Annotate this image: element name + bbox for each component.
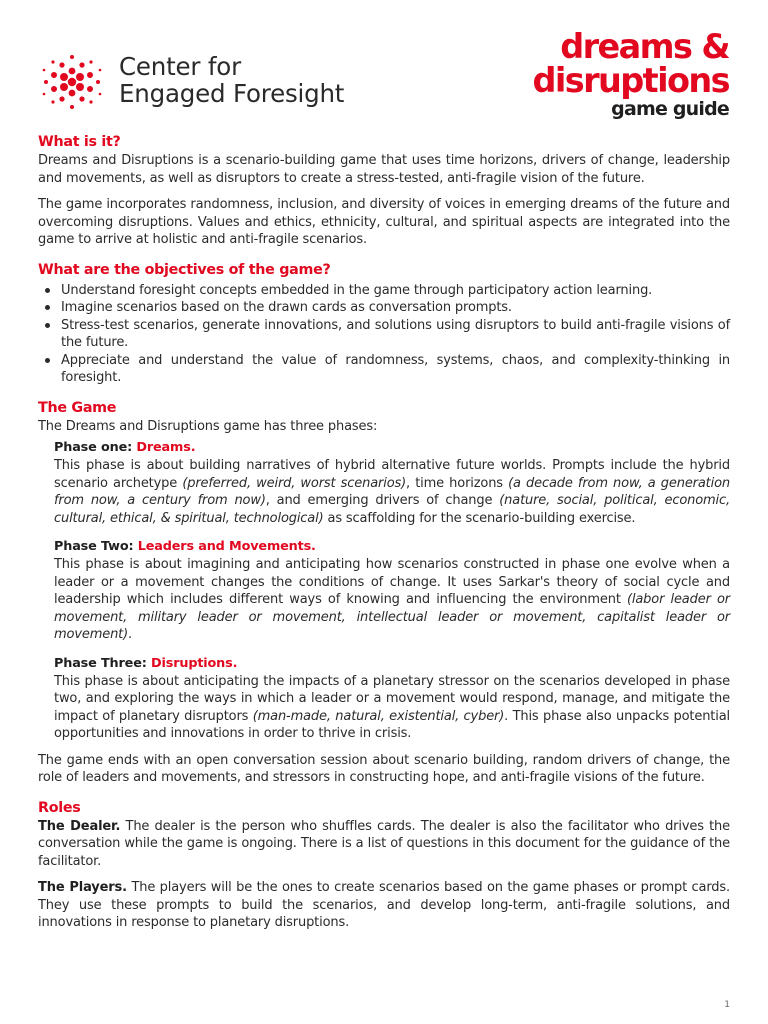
phase-three-label: Phase Three: <box>54 655 152 671</box>
phase-two-text-2: . <box>128 627 133 642</box>
phase-two-title <box>54 538 730 556</box>
organization-name <box>119 53 344 107</box>
phase-three-text-1: This phase is about anticipating the impacts of a planetary stressor on the scenarios developed in phase two, and exploring the ways in which a leader or a movement would respond, manage, and mitigate the impact of planetary disruptors <box>54 673 730 724</box>
dealer-term: The Dealer. <box>38 818 121 834</box>
list-item <box>38 352 730 387</box>
the-game-heading: The Game <box>38 399 117 416</box>
what-is-it-heading: What is it? <box>38 134 121 150</box>
phase-one-time-horizons: (a decade from now, a generation from now, a century from now) <box>54 475 730 508</box>
brand-title-line2: disruptions <box>532 61 729 100</box>
phase-three <box>54 655 730 743</box>
phase-three-name: Disruptions. <box>151 655 238 671</box>
org-name-line2: Engaged Foresight <box>119 79 345 108</box>
phase-one-text-1: This phase is about building narratives of hybrid alternative future worlds. Prompts include the hybrid scenario archetype <box>54 458 730 491</box>
phase-three-title <box>54 655 730 673</box>
list-item <box>38 282 730 300</box>
phase-two-text-1: This phase is about imagining and anticipating how scenarios constructed in phase one evolve when a leader or a movement changes the conditions of change. It uses Sarkar's theory of social cycle and leadership which includes different ways of knowing and influencing the environment <box>54 557 730 607</box>
phase-one-title <box>54 439 730 457</box>
list-item <box>38 317 730 352</box>
role-players <box>38 879 730 932</box>
brand-subtitle: game guide <box>611 98 729 120</box>
phase-two-leaders: (labor leader or movement, military leader or movement, intellectual leader or movement, capitalist leader or movement) <box>54 592 730 642</box>
objective-text: Understand foresight concepts embedded in the game through participatory action learning. <box>61 282 653 298</box>
phase-one-label: Phase one: <box>54 440 137 455</box>
phase-three-text-2: . This phase also unpacks potential opportunities and innovations in order to thrive in crisis. <box>54 708 730 741</box>
document-body <box>38 132 730 932</box>
objective-text: Imagine scenarios based on the drawn cards as conversation prompts. <box>61 300 512 315</box>
foresight-logo-icon <box>36 46 108 118</box>
phase-two-label: Phase Two: <box>54 539 138 554</box>
objective-text: Appreciate and understand the value of randomness, systems, chaos, and complexity-thinking in foresight. <box>61 352 730 385</box>
phase-one-description <box>54 457 730 527</box>
objectives-heading: What are the objectives of the game? <box>38 261 331 278</box>
game-intro: The Dreams and Disruptions game has three phases: <box>38 418 378 434</box>
game-closing-paragraph: The game ends with an open conversation session about scenario building, random drivers of change, the role of leaders and movements, and stressors in constructing hope, and anti-fragile visions of the future. <box>38 752 730 785</box>
roles-heading: Roles <box>38 799 81 816</box>
what-is-it-paragraph-1: Dreams and Disruptions is a scenario-building game that uses time horizons, drivers of change, leadership and movements, as well as disruptors to create a stress-tested, anti-fragile vision of the future. <box>38 153 730 186</box>
bullet-icon <box>45 288 50 293</box>
phase-two-description <box>54 556 730 644</box>
what-is-it-paragraph-2: The game incorporates randomness, inclusion, and diversity of voices in emerging dreams of the future and overcoming disruptions. Values and ethics, ethnicity, cultural, and spiritual aspects are integrated into the game to arrive at holistic and anti-fragile scenarios. <box>38 197 730 247</box>
phase-one <box>54 439 730 527</box>
phase-one-text-3: , and emerging drivers of change <box>265 493 500 508</box>
objective-text: Stress-test scenarios, generate innovations, and solutions using disruptors to build anti-fragile visions of the future. <box>61 317 730 350</box>
bullet-icon <box>45 305 50 310</box>
phase-one-drivers: (nature, social, political, economic, cultural, ethical, & spiritual, technological) <box>54 493 730 526</box>
players-term: The Players. <box>38 880 127 895</box>
bullet-icon <box>45 323 50 328</box>
page-number: 1 <box>724 1000 730 1010</box>
bullet-icon <box>45 358 50 363</box>
role-dealer <box>38 818 730 871</box>
brand-title-line1: dreams & <box>560 27 729 66</box>
org-name-line1: Center for <box>119 52 241 81</box>
players-description: The players will be the ones to create scenarios based on the game phases or prompt cards. They use these prompts to build the scenarios, and develop long-term, anti-fragile solutions, and innovations in response to planetary disruptions. <box>38 880 731 930</box>
dealer-description: The dealer is the person who shuffles cards. The dealer is also the facilitator who drives the conversation while the game is ongoing. There is a list of questions in this document for the guidance of the facilitator. <box>38 818 730 869</box>
phase-two <box>54 538 730 644</box>
phase-three-disruptors: (man-made, natural, existential, cyber) <box>252 708 505 724</box>
objectives-list <box>38 282 730 387</box>
phase-one-text-4: as scaffolding for the scenario-building exercise. <box>323 510 636 526</box>
page-header <box>0 0 768 128</box>
phase-three-description <box>54 673 730 743</box>
phase-one-archetypes: (preferred, weird, worst scenarios) <box>182 475 407 491</box>
list-item <box>38 299 730 317</box>
phase-two-name: Leaders and Movements. <box>137 539 316 554</box>
phase-one-text-2: , time horizons <box>406 475 509 491</box>
phase-one-name: Dreams. <box>136 440 196 455</box>
brand-title-block <box>532 27 729 120</box>
